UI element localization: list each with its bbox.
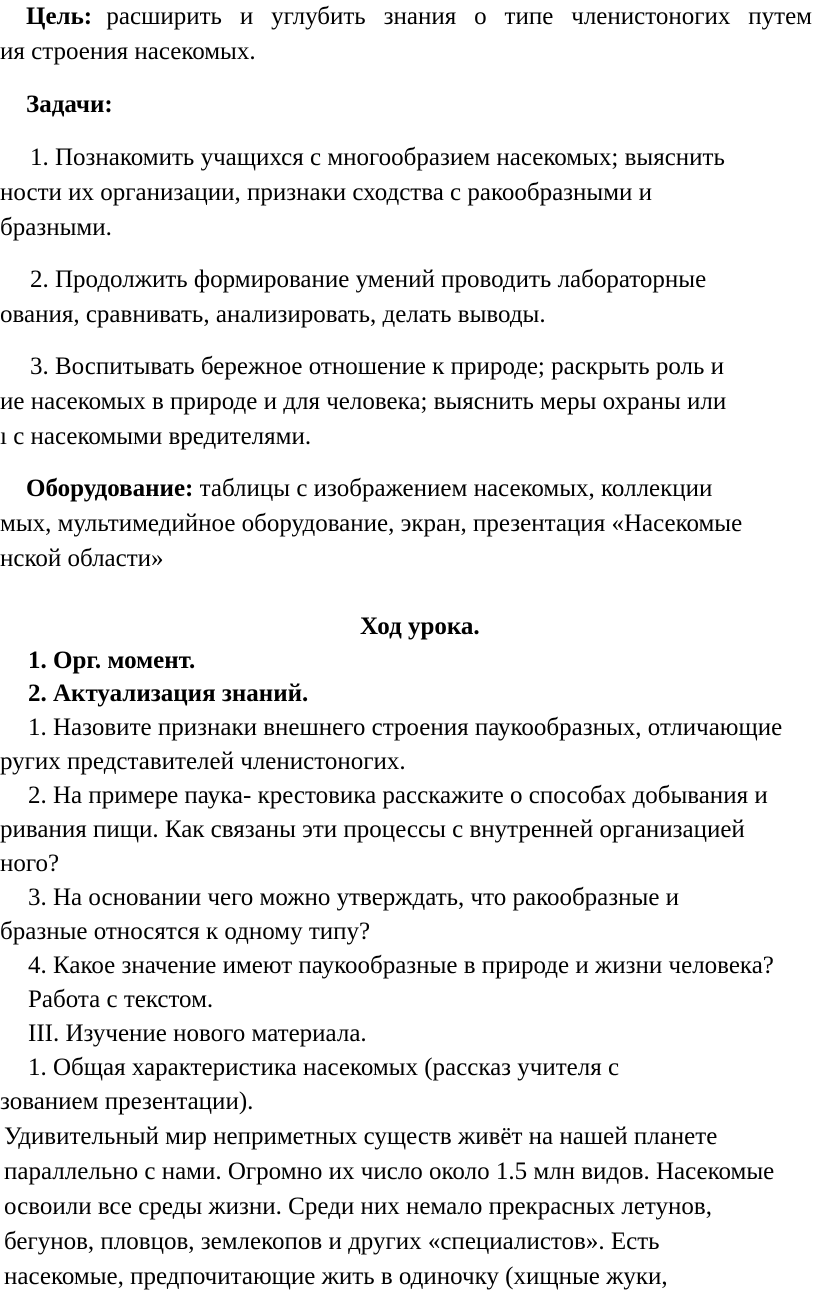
step-1-text: 1. Орг. момент. [28, 647, 196, 674]
goal-line-2: ия строения насекомых. [0, 38, 256, 65]
step-3: III. Изучение нового материала. [28, 1020, 367, 1047]
step-2-text: 2. Актуализация знаний. [28, 680, 309, 707]
subsection-1-line-1: 1. Общая характеристика насекомых (рассказ учителя с [28, 1054, 620, 1081]
goal-line-1 [26, 2, 816, 32]
question-2-line-3: ного? [0, 850, 60, 877]
paragraph-line-1: Удивительный мир неприметных существ живёт на нашей планете [4, 1123, 718, 1150]
work-with-text: Работа с текстом. [28, 986, 214, 1013]
task-3-line-3: ı с насекомыми вредителями. [0, 423, 312, 450]
step-2 [28, 679, 816, 709]
question-2-line-1: 2. На примере паука- крестовика расскажите о способах добывания и [28, 782, 768, 809]
paragraph-line-2: параллельно с нами. Огромно их число около 1.5 млн видов. Насекомые [4, 1158, 775, 1185]
task-3-line-2: ие насекомых в природе и для человека; выяснить меры охраны или [0, 388, 727, 415]
equipment-line-2: мых, мультимедийное оборудование, экран, презентация «Насекомые [0, 510, 743, 537]
equipment-line-3: нской области» [0, 545, 164, 572]
step-1 [28, 646, 816, 676]
task-1-line-1: 1. Познакомить учащихся с многообразием насекомых; выяснить [30, 144, 725, 171]
question-2-line-2: ривания пищи. Как связаны эти процессы с внутренней организацией [0, 816, 745, 843]
task-3-line-1: 3. Воспитывать бережное отношение к природе; раскрыть роль и [30, 353, 725, 380]
equipment-text-1: таблицы с изображением насекомых, коллекции [199, 475, 713, 502]
tasks-label: Задачи: [26, 91, 113, 118]
paragraph-line-5: насекомые, предпочитающие жить в одиночку (хищные жуки, [4, 1263, 668, 1290]
paragraph-line-4: бегунов, пловцов, землекопов и других «специалистов». Есть [4, 1228, 660, 1255]
task-2-line-1: 2. Продолжить формирование умений проводить лабораторные [30, 266, 707, 293]
task-2-line-2: ования, сравнивать, анализировать, делать выводы. [0, 301, 546, 328]
question-1-line-2: ругих представителей членистоногих. [0, 748, 406, 775]
task-1-line-3: бразными. [0, 214, 112, 241]
question-1-line-1: 1. Назовите признаки внешнего строения паукообразных, отличающие [28, 714, 783, 741]
tasks-heading [26, 90, 816, 120]
question-4: 4. Какое значение имеют паукообразные в природе и жизни человека? [28, 952, 774, 979]
subsection-1-line-2: зованием презентации). [0, 1088, 254, 1115]
task-1-line-2: ности их организации, признаки сходства с ракообразными и [0, 179, 653, 206]
equipment-label: Оборудование: [26, 475, 194, 502]
question-3-line-2: бразные относятся к одному типу? [0, 918, 371, 945]
goal-label: Цель: [26, 3, 93, 30]
goal-text-1: расширить и углубить знания о типе членистоногих путем [106, 3, 812, 30]
question-3-line-1: 3. На основании чего можно утверждать, что ракообразные и [28, 884, 680, 911]
lesson-title [360, 612, 560, 642]
lesson-title-text: Ход урока. [360, 613, 480, 640]
paragraph-line-3: освоили все среды жизни. Среди них немало прекрасных летунов, [4, 1193, 712, 1220]
equipment-line-1 [26, 474, 816, 504]
